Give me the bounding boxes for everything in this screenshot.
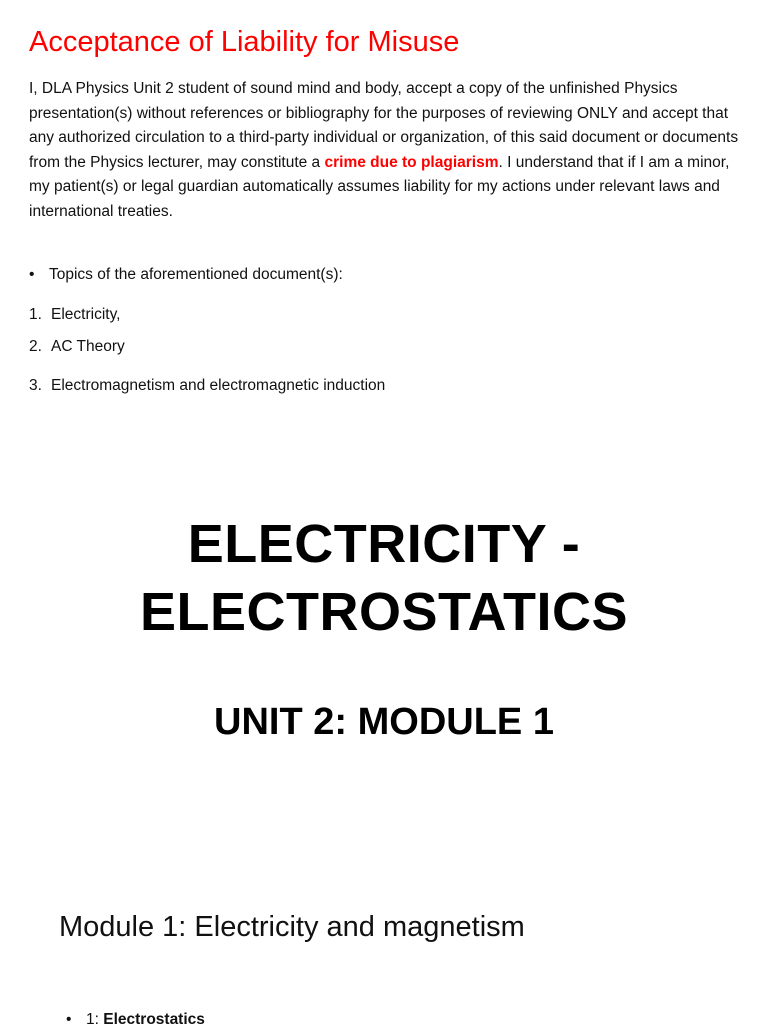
module-item-prefix: 1:: [86, 1011, 104, 1028]
disclaimer-paragraph: [29, 77, 741, 225]
topic-number: 3.: [29, 377, 42, 394]
module-list-item: [66, 1010, 205, 1030]
module-heading: Module 1: Electricity and magnetism: [59, 911, 525, 943]
topics-intro-label: Topics of the aforementioned document(s):: [49, 266, 343, 283]
disclaimer-text-start: I, DLA Physics Unit 2 student of sound mind and body, accept a copy of the unfinished Physics presentation(s) without references or bibliography for the purposes of reviewing ONLY and accept that any authorized circulation to a third-party individual or organization, of this said document or documents from the Physics lecturer, may constitute a: [29, 80, 739, 171]
topic-label: Electromagnetism and electromagnetic induction: [51, 377, 386, 394]
plagiarism-warning: crime due to plagiarism: [324, 153, 499, 171]
disclaimer-slide: [0, 0, 768, 405]
slide-title-line-1: ELECTRICITY -: [187, 514, 581, 574]
topic-label: AC Theory: [51, 338, 125, 355]
module-item-topic: Electrostatics: [103, 1011, 205, 1028]
topic-item: [29, 337, 125, 357]
slide-title: [0, 510, 768, 646]
slide-title-line-2: ELECTROSTATICS: [140, 582, 628, 642]
slide-subtitle: UNIT 2: MODULE 1: [214, 701, 554, 743]
topics-intro: [29, 265, 343, 285]
disclaimer-title: Acceptance of Liability for Misuse: [29, 26, 460, 58]
topic-label: Electricity,: [51, 306, 121, 323]
bullet-icon: •: [29, 266, 35, 283]
topic-number: 1.: [29, 306, 42, 323]
topic-item: [29, 305, 120, 325]
disclaimer-text-end: . I understand that if I am a minor, my patient(s) or legal guardian automatically assumes liability for my actions under relevant laws and international treaties.: [29, 153, 730, 220]
module-slide: [0, 837, 768, 1028]
topic-item: [29, 376, 385, 396]
topic-number: 2.: [29, 338, 42, 355]
title-slide: [0, 405, 768, 837]
bullet-icon: •: [66, 1011, 72, 1028]
